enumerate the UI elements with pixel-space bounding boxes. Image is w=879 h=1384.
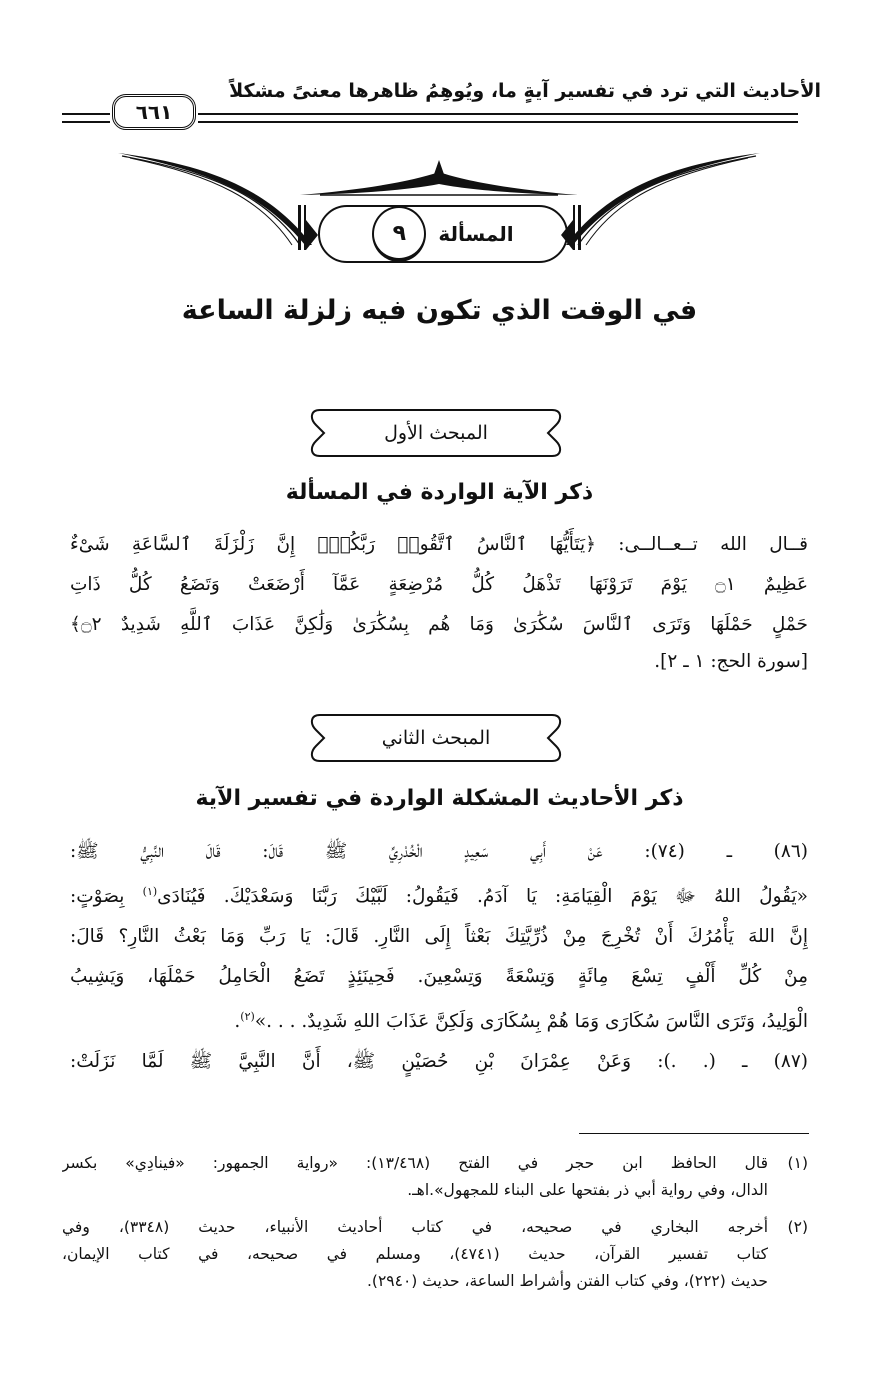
quran-verse [70,525,808,679]
footnote-2 [62,1214,808,1295]
verse-line: عَظِيمٌ ۝١ يَوْمَ تَرَوْنَهَا تَذْهَلُ كُلُّ مُرْضِعَةٍ عَمَّآ أَرْضَعَتْ وَتَضَعُ كُلُّ ذَاتِ [70,574,808,595]
hadith-text [70,832,808,1082]
footnote-ref-1[interactable]: (١) [142,885,158,898]
footnote-line: أخرجه البخاري في صحيحه، في كتاب أحاديث الأنبياء، حديث (٣٣٤٨)، وفي [62,1218,768,1236]
page-number: ٦٦١ [112,94,196,130]
footnote-text [62,1150,768,1204]
footnote-rule [579,1133,809,1134]
footnote-line: حديث (٢٢٢)، وفي كتاب الفتن وأشراط الساعة، حديث (٢٩٤٠). [367,1272,768,1290]
footnote-1 [62,1150,808,1204]
hadith-line: إِنَّ اللهَ يَأْمُرُكَ أَنْ تُخْرِجَ مِنْ ذُرِّيَّتِكَ بَعْثاً إِلَى النَّارِ. قَالَ: يَا رَبِّ وَمَا بَعْثُ النَّارِ؟ قَالَ: [70,926,808,948]
hadith-line: الْوَلِيدُ، وَتَرَى النَّاسَ سُكَارَى وَمَا هُمْ بِسُكَارَى وَلَكِنَّ عَذَابَ اللهِ شَدِيدٌ. . . .»$^{(٢)}$. [234,1010,808,1033]
masala-heading [318,205,568,263]
masala-number: ٩ [372,206,426,262]
hadith-line-text: الْوَلِيدُ، وَتَرَى النَّاسَ سُكَارَى وَمَا هُمْ بِسُكَارَى وَلَكِنَّ عَذَابَ اللهِ شَدِيدٌ. . . .» [254,1011,808,1033]
section-1-frame [300,407,572,459]
footnote-number: (٢) [787,1218,808,1236]
masala-label: المسألة [438,222,514,246]
footnote-text [62,1214,768,1295]
header-rule-right [198,113,798,123]
hadith-line: (٨٧) ـ (. .): وَعَنْ عِمْرَانَ بْنِ حُصَيْنٍ ﷺ، أَنَّ النَّبِيَّ ﷺ لَمَّا نَزَلَتْ: [70,1051,808,1073]
hadith-line-text: «يَقُولُ اللهُ ﷻ يَوْمَ الْقِيَامَةِ: يَا آدَمُ. فَيَقُولُ: لَبَّيْكَ رَبَّنَا وَسَعْدَيْكَ. فَيُنَادَى [157,886,808,908]
hadith-line-tail: بِصَوْتٍ: [70,886,125,908]
hadith-line: (٨٦) ـ (٧٤): عَنْ أَبِي سَعِيدٍ الْخُدْرِيِّ ﷺ قَالَ: قَالَ النَّبِيُّ ﷺ: [70,841,808,862]
hadith-line: مِنْ كُلِّ أَلْفٍ تِسْعَ مِائَةٍ وَتِسْعَةً وَتِسْعِينَ. فَحِينَئِذٍ تَضَعُ الْحَامِلُ حَمْلَهَا، وَيَشِيبُ [70,966,808,988]
main-title: في الوقت الذي تكون فيه زلزلة الساعة [181,295,698,326]
footnote-ref-2[interactable]: (٢) [240,1010,255,1024]
section-1-label: المبحث الأول [384,422,488,444]
footnote-line: الدال، وفي رواية أبي ذر بفتحها على البناء للمجهول».اهـ. [407,1181,768,1199]
verse-line: حَمْلٍ حَمْلَهَا وَتَرَى ٱلنَّاسَ سُكَٰرَىٰ وَمَا هُم بِسُكَٰرَىٰ وَلَٰكِنَّ عَذَابَ ٱللَّهِ شَدِيدٌ ۝٢﴾ [70,614,808,635]
footnote-line: قال الحافظ ابن حجر في الفتح (١٣/٤٦٨): «رواية الجمهور: «فينادِي» بكسر [62,1154,768,1172]
hadith-line [70,872,808,917]
verse-citation: [سورة الحج: ١ ـ ٢]. [654,651,808,672]
section-2-frame [300,712,572,764]
running-title: الأحاديث التي ترد في تفسير آيةٍ ما، ويُوهِمُ ظاهرها معنىً مشكلاً [229,80,821,102]
section-2-label: المبحث الثاني [381,727,491,749]
header-rule-left [62,113,110,123]
verse-line: قــال الله تــعــالــى: ﴿يَتَأَيُّهَا ٱلنَّاسُ ٱتَّقُوا۟ رَبَّكُمْۚ إِنَّ زَلْزَلَةَ ٱلسَّاعَةِ شَىْءٌ [70,534,808,555]
footnote-line: كتاب تفسير القرآن، حديث (٤٧٤١)، ومسلم في صحيحه، في كتاب الإيمان، [62,1245,768,1263]
footnote-number: (١) [787,1154,808,1172]
section-2-title: ذكر الأحاديث المشكلة الواردة في تفسير الآية [195,786,684,811]
section-1-title: ذكر الآية الواردة في المسألة [285,480,594,505]
